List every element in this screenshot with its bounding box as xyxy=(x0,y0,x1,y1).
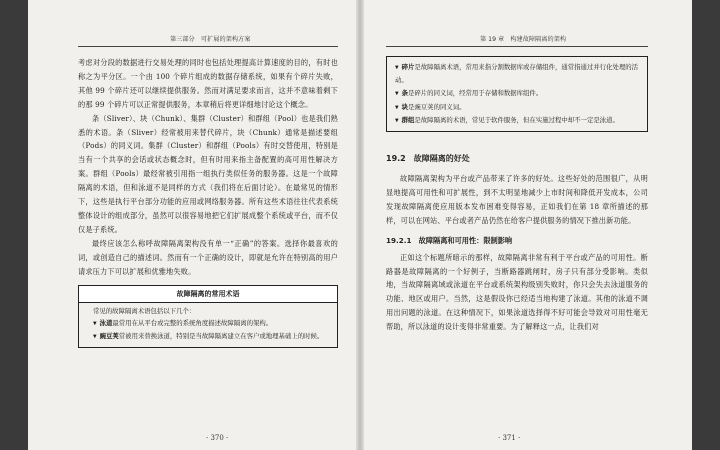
box-term: 群组 xyxy=(401,115,415,124)
box-item xyxy=(79,317,337,330)
bullet-icon: ▼ xyxy=(395,116,399,124)
page-number-left: · 370 · xyxy=(206,434,229,442)
box-title: 故障隔离的常用术语 xyxy=(79,286,337,303)
paragraph: 考虑对分段的数据进行交易处理的同时也包括处理提高计算速度的目的，有时也称之为平分区。一个由 100 个碎片组成的数据存储系统，如果有个碎片失败，其他 99 个碎片还可以继续提供服务。然而对满足要求而言，这并不意味着剩下的那 99 个碎片可以正常提供服务，本章稍后将更详细地讨论这个概念。 xyxy=(78,58,338,109)
running-head-right: 第 19 章 构建故障隔离的架构 xyxy=(386,34,648,47)
box-text: 是碎片的同义词，经常用于存储和数据库组件。 xyxy=(408,89,543,98)
box-item xyxy=(395,114,641,127)
bullet-icon: ▼ xyxy=(93,319,97,327)
running-head-left: 第三部分 可扩展的架构方案 xyxy=(78,34,338,47)
left-page xyxy=(28,0,360,450)
terminology-box xyxy=(78,285,338,348)
subsection-heading: 19.2.1 故障隔离和可用性：限制影响 xyxy=(386,235,513,245)
box-text: 是故障隔离术语，常用来指分割数据库或存储组件，通常指通过并行化处理的活动。 xyxy=(395,63,639,85)
book-gutter xyxy=(356,0,364,450)
bullet-icon: ▼ xyxy=(93,332,97,340)
section-heading: 19.2 故障隔离的好处 xyxy=(386,154,470,164)
paragraph: 故障隔离架构为平台或产品带来了许多的好处。这些好处的范围很广，从明显地提高可用性和可扩展性，到不太明显地减少上市时间和降低开发成本，公司发现故障隔离使应用版本发布困难变得容易，正如我们在第 18 章所描述的那样，可以在网站、平台或者产品仍然在给客户提供服务的情况下推出新功能。 xyxy=(386,174,648,225)
box-term: 块 xyxy=(401,102,409,111)
box-term: 条 xyxy=(401,89,409,98)
paragraph: 条（Sliver）、块（Chunk）、集群（Cluster）和群组（Pool）也是我们熟悉的术语。条（Sliver）经常被用来替代碎片，块（Chunk）通常是描述要组（Pods）的同义词。集群（Cluster）和群组（Pools）有时交替使用，特别是当有一个共享的会话或状态概念时，但有时用来指主备配置的高可用性解决方案。群组（Pools）最经常被引用指一组执行类似任务的服务器。这是一个故障隔离的术语，但和泳道不是同样的方式（我们将在后面讨论）。在最常见的情形下，这些是执行平台部分功能的应用或网络服务器。所有这些术语往往代表系统整体设计的组成部分，虽然可以很容易地把它们扩展成整个系统或平台，而不仅仅是子系统。 xyxy=(78,113,338,234)
paragraph: 正如这个标题所暗示的那样，故障隔离非常有利于平台或产品的可用性。断路器是故障隔离的一个好例子，当断路器跳闸时，房子只有部分受影响。类似地，当故障隔离域或泳道在平台或系统架构级别失败时，你只会失去泳道服务的功能、地区或用户。当然，这是假设你已经适当地构建了泳道。其他的泳道不调用出问题的泳道。在这种情况下，如果泳道选择得不好可能会导致对可用性毫无帮助，所以泳道的设计变得非常重要。为了解释这一点，让我们对 xyxy=(386,252,648,332)
page-number-right: · 371 · xyxy=(498,434,521,442)
box-text: 最常用在从平台或完整的系统角度描述故障隔离的架构。 xyxy=(112,318,273,327)
box-term: 豌豆荚 xyxy=(99,331,119,340)
box-text: 常被用来替换泳道，特别是当故障隔离建立在客户或地理基础上的时候。 xyxy=(118,331,324,340)
box-text: 是故障隔离的术语，常见于软件服务，但在实施过程中却不一定是泳道。 xyxy=(414,115,619,124)
box-item xyxy=(395,101,641,114)
bullet-icon: ▼ xyxy=(395,103,399,111)
box-item xyxy=(395,87,641,100)
terminology-box-continued xyxy=(386,56,648,132)
bullet-icon: ▼ xyxy=(395,64,399,71)
box-term: 泳道 xyxy=(99,318,113,327)
right-page xyxy=(360,0,692,450)
box-intro: 常见的故障隔离术语包括以下几个： xyxy=(93,306,196,315)
bullet-icon: ▼ xyxy=(395,90,399,98)
box-text: 是豌豆荚的同义词。 xyxy=(408,102,466,111)
box-item xyxy=(395,61,641,87)
box-item xyxy=(79,330,337,343)
paragraph: 最终应该怎么称呼故障隔离架构没有单一“正确”的答案。选择你最喜欢的词，或创造自己的描述词。然而有一个正确的设计，即就是允许在特别高的用户请求压力下可以扩展和优雅地失败。 xyxy=(78,238,338,276)
box-term: 碎片 xyxy=(401,63,415,71)
